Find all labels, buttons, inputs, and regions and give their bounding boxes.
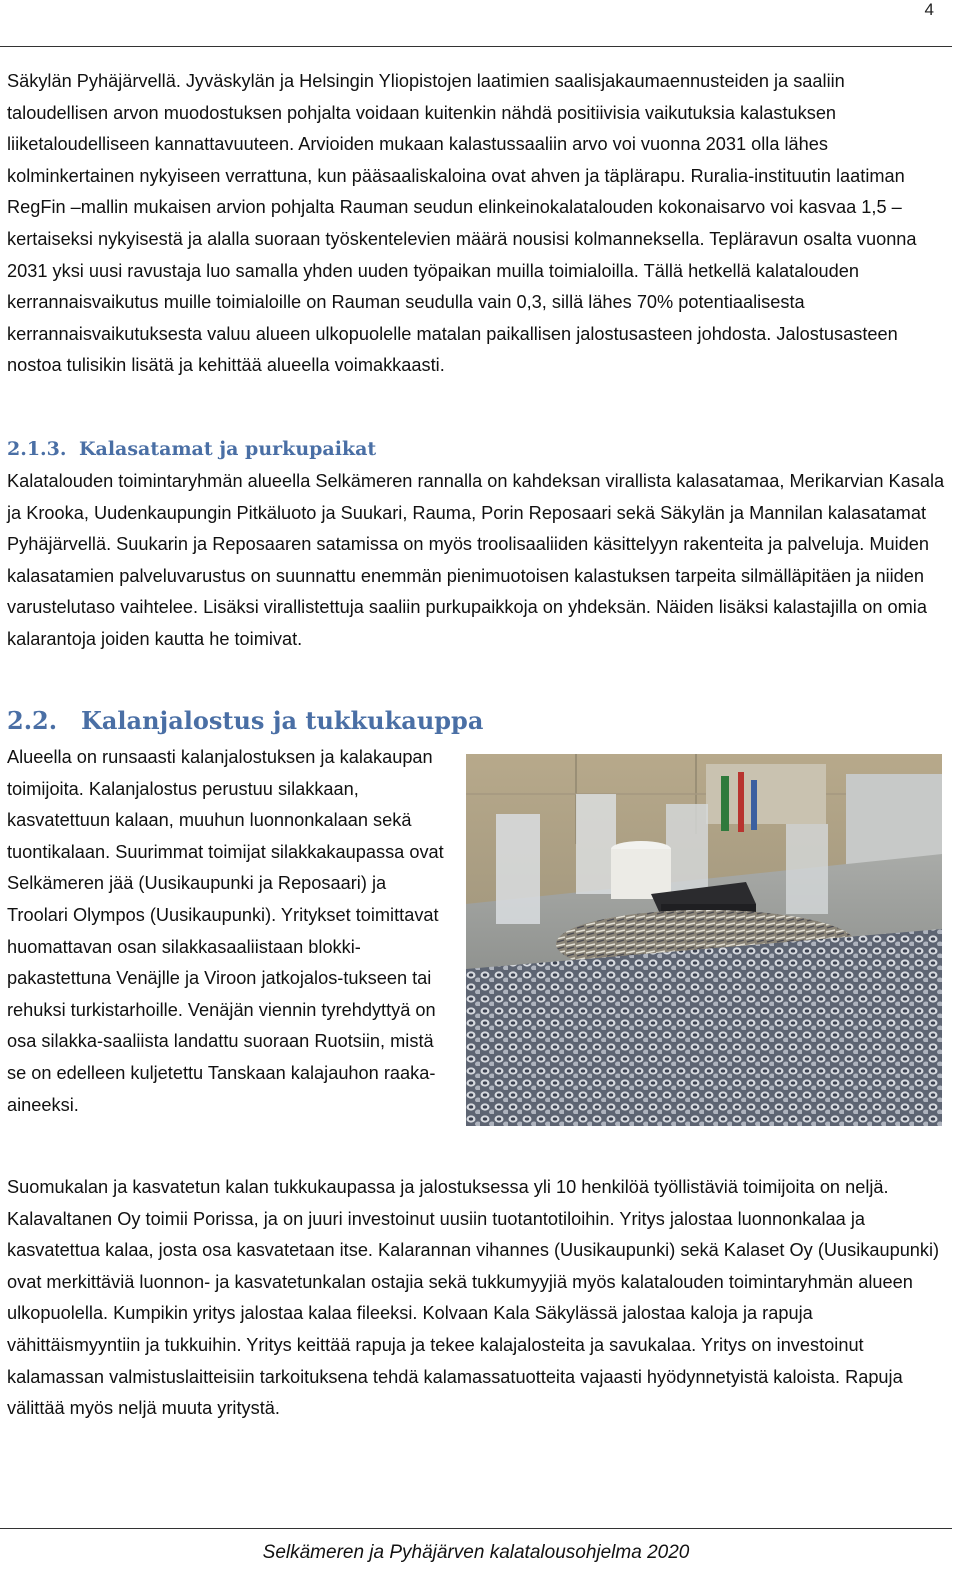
body-paragraph-2 xyxy=(7,466,947,656)
paragraph-text: Kalatalouden toimintaryhmän alueella Selkämeren rannalla on kahdeksan virallista kalasatamaa, Merikarvian Kasala ja Krooka, Uudenkaupungin Pitkäluoto ja Suukari, Rauma, Porin Reposaari sekä Säkylän ja Mannilan kalasatamat Pyhäjärvellä. Suukarin ja Reposaaren satamissa on myös troolisaaliiden käsittelyyn rakenteita ja palveluja. Muiden kalasatamien palveluvarustus on suunnattu enemmän pienimuotoisen kalastuksen tarpeita silmälläpitäen ja niiden varustelutaso vaihtelee. Lisäksi virallistettuja saaliin purkupaikkoja on yhdeksän. Näiden lisäksi kalastajilla on omia kalarantoja joiden kautta he toimivat. xyxy=(7,471,945,649)
page-number: 4 xyxy=(924,0,934,19)
section-title: Kalasatamat ja purkupaikat xyxy=(79,438,377,460)
body-paragraph-3 xyxy=(7,742,447,1121)
paragraph-text: Suomukalan ja kasvatetun kalan tukkukaupassa ja jalostuksessa yli 10 henkilöä työllistäviä toimijoita on neljä. Kalavaltanen Oy toimii Porissa, ja on juuri investoinut uusiin tuotantotiloihin. Yritys jalostaa luonnonkalaa ja kasvatettua kalaa, josta osa kasvatetaan itse. Kalarannan vihannes (Uusikaupunki) sekä Kalaset Oy (Uusikaupunki) ovat merkittäviä luonnon- ja kasvatetunkalan ostajia sekä tukkumyyjiä myös kalatalouden toimintaryhmän alueen ulkopuolella. Kumpikin yritys jalostaa kalaa fileeksi. Kolvaan Kala Säkylässä jalostaa kaloja ja rapuja vähittäismyyntiin ja tukkuihin. Yritys keittää rapuja ja tekee kalajalosteita ja savukalaa. Yritys on investoinut kalamassan valmistuslaitteisiin tarkoituksena tehdä kalamassatuotteita vajaasti hyödynnetyistä kaloista. Rapuja välittää myös neljä muuta yritystä. xyxy=(7,1177,940,1419)
fish-processing-photo xyxy=(466,754,942,1126)
header-rule xyxy=(0,46,952,47)
footer-title: Selkämeren ja Pyhäjärven kalatalousohjelma 2020 xyxy=(262,1542,690,1563)
body-paragraph-4 xyxy=(7,1172,947,1425)
section-title: Kalanjalostus ja tukkukauppa xyxy=(81,706,484,735)
section-number: 2.2. xyxy=(7,706,58,735)
section-number: 2.1.3. xyxy=(7,438,67,460)
paragraph-text: Alueella on runsaasti kalanjalostuksen ja kalakaupan toimijoita. Kalanjalostus perustuu silakkaan, kasvatettuun kalaan, muuhun luonnonkalaan sekä tuontikalaan. Suurimmat toimijat silakkakaupassa ovat Selkämeren jää (Uusikaupunki ja Reposaari) ja Troolari Olympos (Uusikaupunki). Yritykset toimittavat huomattavan osan silakkasaaliistaan blokki-pakastettuna Venäjlle ja Viroon jatkojalos-tukseen tai rehuksi turkistarhoille. Venäjän viennin tyrehdyttyä on osa silakka-saaliista landattu suoraan Ruotsiin, mistä se on edelleen kuljetettu Tanskaan kalajauhon raaka-aineeksi. xyxy=(7,747,444,1115)
section-heading-2-1-3 xyxy=(7,438,376,460)
footer-rule xyxy=(0,1528,952,1529)
body-paragraph-1 xyxy=(7,66,947,382)
section-heading-2-2 xyxy=(7,706,483,735)
paragraph-text: Säkylän Pyhäjärvellä. Jyväskylän ja Helsingin Yliopistojen laatimien saalisjakaumaennusteiden ja saaliin taloudellisen arvon muodostuksen pohjalta voidaan kuitenkin nähdä positiivisia vaikutuksia kalastuksen liiketaloudelliseen kannattavuuteen. Arvioiden mukaan kalastussaaliin arvo voi vuonna 2031 olla lähes kolminkertainen nykyiseen verrattuna, kun pääsaaliskaloina ovat ahven ja täplärapu. Ruralia-instituutin laatiman RegFin –mallin mukaisen arvion pohjalta Rauman seudun elinkeinokalatalouden kokonaisarvo voi kasvaa 1,5 –kertaiseksi nykyisestä ja alalla suoraan työskentelevien määrä nousisi kolmanneksella. Tepläravun osalta vuonna 2031 yksi uusi ravustaja luo samalla yhden uuden työpaikan muilla toimialoilla. Tällä hetkellä kalatalouden kerrannaisvaikutus muille toimialoille on Rauman seudulla vain 0,3, sillä lähes 70% potentiaalisesta kerrannaisvaikutuksesta valuu alueen ulkopuolelle matalan paikallisen jalostusasteen johdosta. Jalostusasteen nostoa tulisikin lisätä ja kehittää alueella voimakkaasti. xyxy=(7,71,917,376)
